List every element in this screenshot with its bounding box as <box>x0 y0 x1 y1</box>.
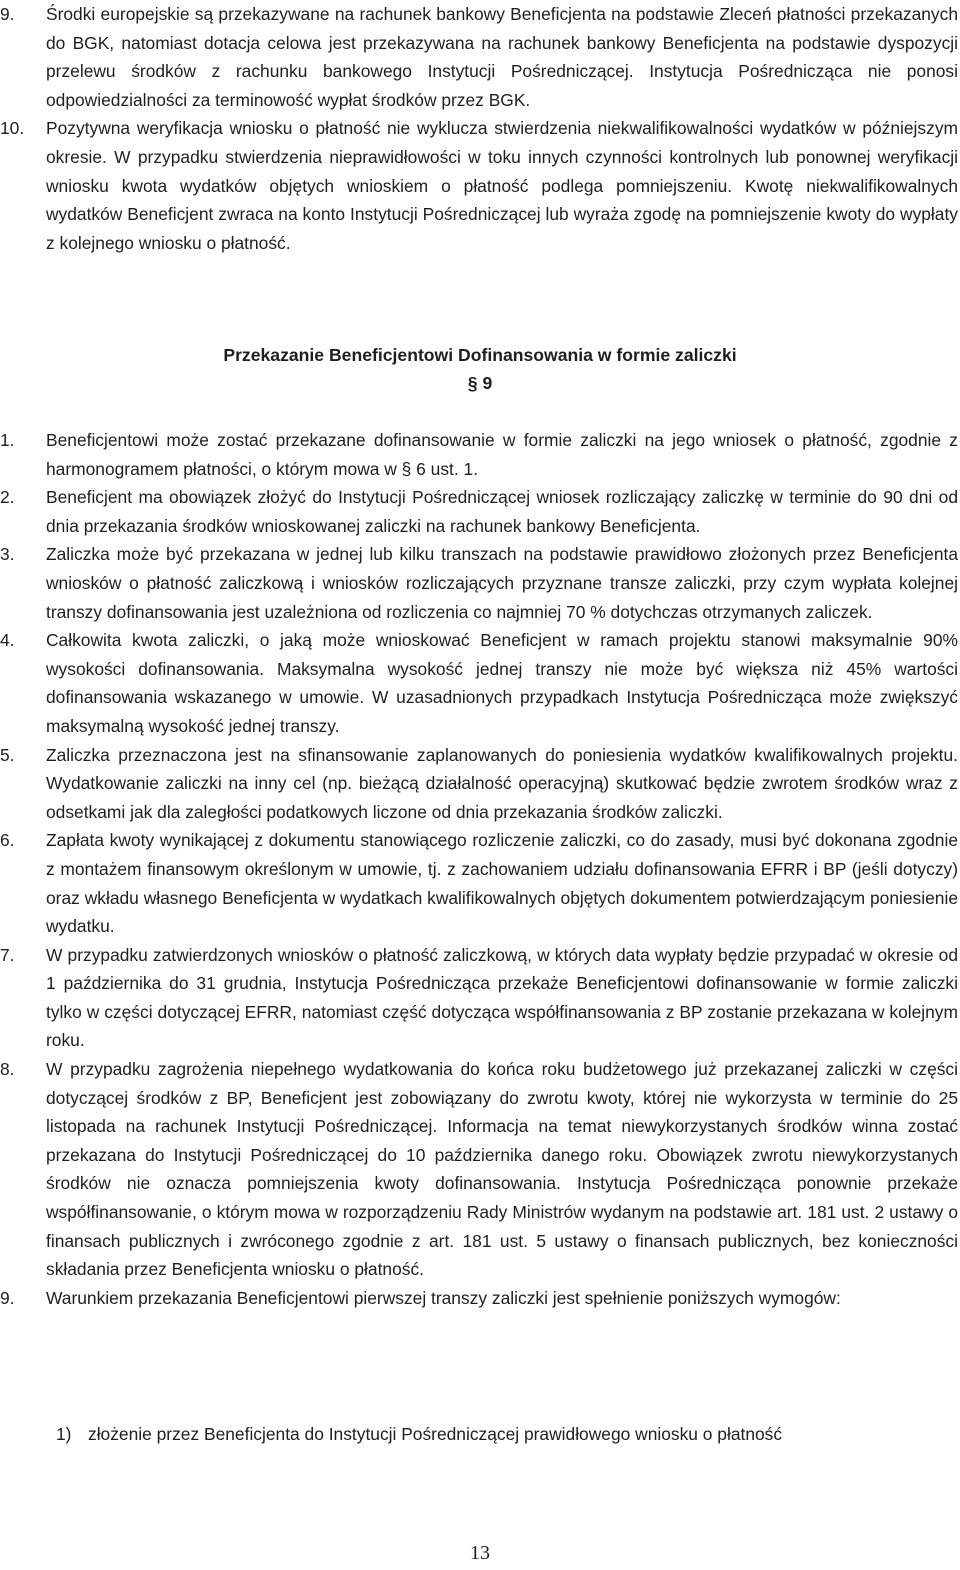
sub-list-item <box>56 1420 960 1449</box>
item-text: Całkowita kwota zaliczki, o jaką może wnioskować Beneficjent w ramach projektu stanowi maksymalnie 90% wysokości dofinansowania. Maksymalna wysokość jednej transzy nie może być większa niż 45% wartości dofinansowania wskazanego w umowie. W uzasadnionych przypadkach Instytucja Pośrednicząca może zwiększyć maksymalną wysokość jednej transzy. <box>46 630 958 736</box>
list-item <box>0 540 960 626</box>
item-number: 6. <box>0 830 15 851</box>
sub-item-text: złożenie przez Beneficjenta do Instytucji Pośredniczącej prawidłowego wniosku o płatność <box>88 1424 783 1444</box>
item-text: Pozytywna weryfikacja wniosku o płatność nie wyklucza stwierdzenia niekwalifikowalności wydatków w późniejszym okresie. W przypadku stwierdzenia nieprawidłowości w toku innych czynności kontrolnych lub ponownej weryfikacji wniosku kwota wydatków objętych wnioskiem o płatność podlega pomniejszeniu. Kwotę niekwalifikowalnych wydatków Beneficjent zwraca na konto Instytucji Pośredniczącej lub wyraża zgodę na pomniejszenie kwoty do wypłaty z kolejnego wniosku o płatność. <box>46 118 958 253</box>
list-item <box>0 626 960 740</box>
item-number: 4. <box>0 630 15 651</box>
list-item <box>0 741 960 827</box>
sub-item-number: 1) <box>56 1424 72 1444</box>
list-item <box>0 0 960 114</box>
list-item <box>0 483 960 540</box>
list-item <box>0 426 960 483</box>
item-text: Zaliczka przeznaczona jest na sfinansowanie zaplanowanych do poniesienia wydatków kwalifikowalnych projektu. Wydatkowanie zaliczki na inny cel (np. bieżącą działalność operacyjną) skutkować będzie zwrotem środków wraz z odsetkami jak dla zaległości podatkowych liczone od dnia przekazania środków zaliczki. <box>46 744 958 822</box>
item-number: 9. <box>0 4 15 24</box>
item-text: Warunkiem przekazania Beneficjentowi pierwszej transzy zaliczki jest spełnienie poniższych wymogów: <box>46 1287 841 1308</box>
section-items <box>0 426 960 1312</box>
list-item <box>0 114 960 257</box>
item-number: 7. <box>0 944 15 965</box>
item-text: W przypadku zatwierdzonych wniosków o płatność zaliczkową, w których data wypłaty będzie przypadać w okresie od 1 października do 31 grudnia, Instytucja Pośrednicząca przekaże Beneficjentowi dofinansowanie w formie zaliczki tylko w części dotyczącej EFRR, natomiast część dotycząca współfinansowania z BP zostanie przekazana w kolejnym roku. <box>46 944 958 1051</box>
item-text: Beneficjent ma obowiązek złożyć do Instytucji Pośredniczącej wniosek rozliczający zaliczkę w terminie do 90 dni od dnia przekazania środków wnioskowanej zaliczki na rachunek bankowy Beneficjenta. <box>46 487 958 536</box>
page-number: 13 <box>470 1542 490 1564</box>
item-text: Środki europejskie są przekazywane na rachunek bankowy Beneficjenta na podstawie Zleceń płatności przekazanych do BGK, natomiast dotacja celowa jest przekazywana na rachunek bankowy Beneficjenta na podstawie dyspozycji przelewu środków z rachunku bankowego Instytucji Pośredniczącej. Instytucja Pośrednicząca nie ponosi odpowiedzialności za terminowość wypłat środków przez BGK. <box>46 4 958 110</box>
section-title: Przekazanie Beneficjentowi Dofinansowania w formie zaliczki <box>223 345 737 365</box>
item-number: 3. <box>0 544 15 565</box>
section-heading <box>0 341 960 397</box>
list-item <box>0 826 960 940</box>
item-text: W przypadku zagrożenia niepełnego wydatkowania do końca roku budżetowego już przekazanej zaliczki w części dotyczącej środków z BP, Beneficjent jest zobowiązany do zwrotu kwoty, której nie wykorzysta w terminie do 25 listopada na rachunek Instytucji Pośredniczącej. Informacja na temat niewykorzystanych środków winna zostać przekazana do Instytucji Pośredniczącej do 10 października danego roku. Obowiązek zwrotu niewykorzystanych środków nie oznacza pomniejszenia kwoty dofinansowania. Instytucja Pośrednicząca ponownie przekaże współfinansowanie, o którym mowa w rozporządzeniu Rady Ministrów wydanym na podstawie art. 181 ust. 2 ustawy o finansach publicznych i zwróconego zgodnie z art. 181 ust. 5 ustawy o finansach publicznych, bez konieczności składania przez Beneficjenta wniosku o płatność. <box>46 1059 958 1280</box>
item-text: Zapłata kwoty wynikającej z dokumentu stanowiącego rozliczenie zaliczki, co do zasady, musi być dokonana zgodnie z montażem finansowym określonym w umowie, tj. z zachowaniem udziału dofinansowania EFRR i BP (jeśli dotyczy) oraz wkładu własnego Beneficjenta w wydatkach kwalifikowalnych objętych dokumentem potwierdzającym poniesienie wydatku. <box>46 830 958 937</box>
top-items <box>0 0 960 257</box>
section-paragraph-number: § 9 <box>467 373 493 393</box>
item-number: 9. <box>0 1287 15 1308</box>
item-text: Zaliczka może być przekazana w jednej lub kilku transzach na podstawie prawidłowo złożonych przez Beneficjenta wniosków o płatność zaliczkową i wniosków rozliczających przyznane transze zaliczki, przy czym wypłata kolejnej transzy dofinansowania jest uzależniona od rozliczenia co najmniej 70 % dotychczas otrzymanych zaliczek. <box>46 544 958 622</box>
list-item <box>0 941 960 1055</box>
item-number: 10. <box>0 118 25 139</box>
list-item <box>0 1284 960 1313</box>
item-text: Beneficjentowi może zostać przekazane dofinansowanie w formie zaliczki na jego wniosek o płatność, zgodnie z harmonogramem płatności, o którym mowa w § 6 ust. 1. <box>46 430 958 479</box>
item-number: 1. <box>0 430 15 450</box>
item-number: 5. <box>0 744 15 765</box>
item-number: 2. <box>0 487 15 508</box>
item-number: 8. <box>0 1059 15 1080</box>
list-item <box>0 1055 960 1284</box>
